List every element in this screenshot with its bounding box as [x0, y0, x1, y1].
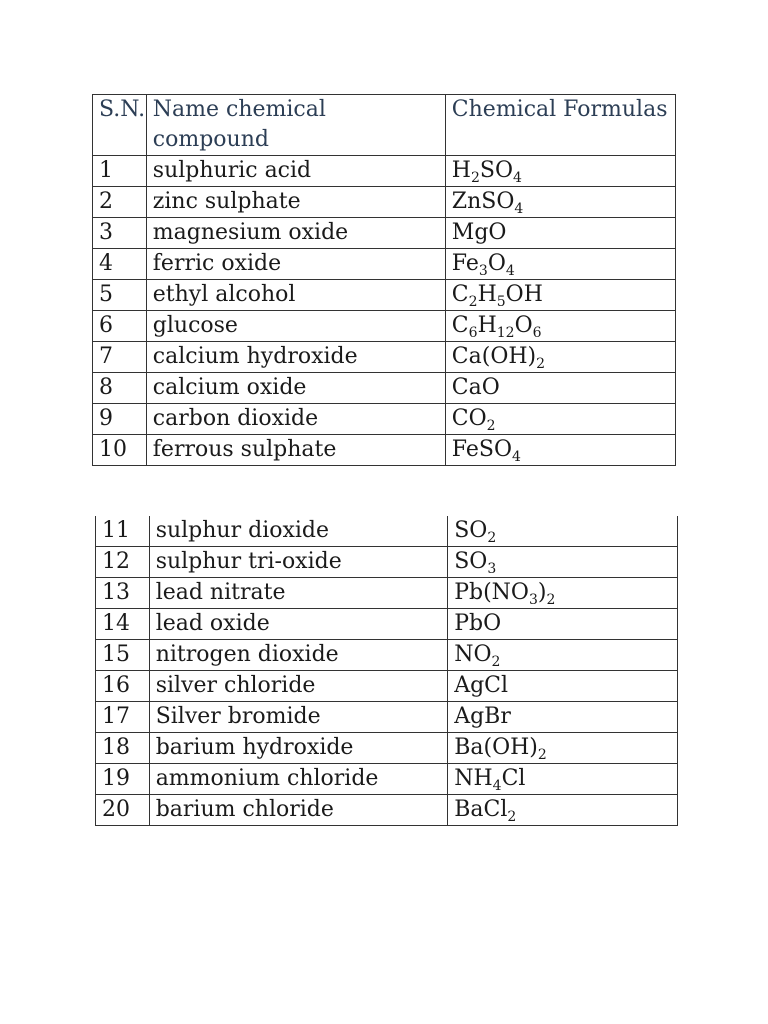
table-row [96, 733, 678, 764]
chemical-formula-cell [445, 311, 675, 342]
table-row [96, 702, 678, 733]
formula-text: H [477, 282, 497, 307]
compound-name-cell: sulphur tri-oxide [149, 547, 448, 578]
table-row [96, 609, 678, 640]
chemical-formula-cell [448, 640, 678, 671]
chemical-formula-cell [448, 547, 678, 578]
table-row [93, 280, 676, 311]
formula-subscript: 6 [532, 325, 542, 341]
chemical-formula-cell [445, 342, 675, 373]
formula-text: O [487, 251, 506, 276]
formula-text: FeSO [451, 437, 512, 462]
table-row [93, 342, 676, 373]
formula-text: PbO [454, 611, 502, 636]
compound-name-cell: ammonium chloride [149, 764, 448, 795]
formula-text: O [514, 313, 533, 338]
formula-text: SO [454, 549, 488, 574]
compound-name-cell: ferrous sulphate [146, 435, 445, 466]
serial-number-cell: 19 [96, 764, 150, 795]
table-row [96, 547, 678, 578]
compound-name-cell: calcium oxide [146, 373, 445, 404]
formula-subscript: 2 [470, 170, 480, 186]
serial-number-cell: 3 [93, 218, 147, 249]
serial-number-cell: 10 [93, 435, 147, 466]
compound-name-cell: barium chloride [149, 795, 448, 826]
chemical-formula-cell [448, 764, 678, 795]
serial-number-cell: 15 [96, 640, 150, 671]
formula-subscript: 2 [546, 592, 556, 608]
serial-number-cell: 5 [93, 280, 147, 311]
formula-subscript: 6 [468, 325, 478, 341]
formula-subscript: 2 [486, 418, 496, 434]
compound-name-cell: magnesium oxide [146, 218, 445, 249]
formula-subscript: 4 [513, 170, 522, 186]
formula-subscript: 3 [478, 263, 488, 279]
chemical-formula-cell [445, 280, 675, 311]
compound-name-cell: zinc sulphate [146, 187, 445, 218]
formula-text: Ca(OH) [451, 344, 537, 369]
chemical-formula-cell [445, 187, 675, 218]
compounds-table-1 [92, 94, 676, 466]
table-row [93, 156, 676, 187]
formula-subscript: 2 [507, 809, 517, 825]
formula-text: MgO [451, 220, 507, 245]
compound-name-cell: carbon dioxide [146, 404, 445, 435]
formula-text: OH [505, 282, 543, 307]
formula-subscript: 2 [468, 294, 478, 310]
compound-name-cell: lead nitrate [149, 578, 448, 609]
formula-subscript: 2 [537, 747, 547, 763]
serial-number-cell: 9 [93, 404, 147, 435]
serial-number-cell: 6 [93, 311, 147, 342]
formula-subscript: 5 [496, 294, 506, 310]
compound-name-cell: sulphuric acid [146, 156, 445, 187]
formula-text: C [451, 282, 469, 307]
chemical-formula-cell [448, 795, 678, 826]
table-row [93, 218, 676, 249]
formula-text: CO [451, 406, 487, 431]
formula-text: NH [454, 766, 493, 791]
chemical-formula-cell [445, 404, 675, 435]
formula-text: ZnSO [451, 189, 515, 214]
formula-text: BaCl [454, 797, 508, 822]
compound-name-cell: calcium hydroxide [146, 342, 445, 373]
formula-subscript: 4 [512, 449, 521, 465]
formula-text: H [451, 158, 471, 183]
formula-text: SO [454, 518, 488, 543]
serial-number-cell: 16 [96, 671, 150, 702]
chemical-formula-cell [445, 373, 675, 404]
table-row [93, 249, 676, 280]
serial-number-cell: 11 [96, 516, 150, 547]
table-row [96, 764, 678, 795]
header-row [93, 95, 676, 156]
header-formula: Chemical Formulas [445, 95, 675, 156]
formula-subscript: 4 [514, 201, 524, 217]
formula-subscript: 12 [496, 325, 515, 341]
serial-number-cell: 18 [96, 733, 150, 764]
compound-name-cell: barium hydroxide [149, 733, 448, 764]
serial-number-cell: 8 [93, 373, 147, 404]
chemical-formula-cell [448, 671, 678, 702]
formula-text: AgBr [454, 704, 511, 729]
formula-text: CaO [451, 375, 500, 400]
formula-subscript: 4 [505, 263, 515, 279]
chemical-formula-cell [448, 516, 678, 547]
serial-number-cell: 14 [96, 609, 150, 640]
formula-text: ) [537, 580, 547, 605]
compound-name-cell: glucose [146, 311, 445, 342]
table-row [96, 671, 678, 702]
table-row [96, 795, 678, 826]
header-name: Name chemical compound [146, 95, 445, 156]
formula-text: SO [479, 158, 514, 183]
serial-number-cell: 1 [93, 156, 147, 187]
formula-subscript: 2 [487, 530, 497, 546]
formula-subscript: 3 [528, 592, 538, 608]
serial-number-cell: 4 [93, 249, 147, 280]
compound-name-cell: ethyl alcohol [146, 280, 445, 311]
serial-number-cell: 2 [93, 187, 147, 218]
table-row [93, 311, 676, 342]
serial-number-cell: 13 [96, 578, 150, 609]
formula-text: H [477, 313, 497, 338]
compound-name-cell: sulphur dioxide [149, 516, 448, 547]
serial-number-cell: 17 [96, 702, 150, 733]
chemical-formula-cell [445, 435, 675, 466]
formula-text: Cl [501, 766, 526, 791]
formula-text: NO [454, 642, 492, 667]
formula-text: Pb(NO [454, 580, 529, 605]
compounds-table-2 [95, 516, 678, 826]
chemical-formula-cell [445, 249, 675, 280]
compound-name-cell: silver chloride [149, 671, 448, 702]
chemical-formula-cell [448, 609, 678, 640]
table-row [96, 640, 678, 671]
chemical-formula-cell [448, 702, 678, 733]
compound-name-cell: Silver bromide [149, 702, 448, 733]
header-sn: S.N. [93, 95, 147, 156]
chemical-formula-cell [445, 156, 675, 187]
formula-text: C [451, 313, 469, 338]
table-row [96, 516, 678, 547]
serial-number-cell: 12 [96, 547, 150, 578]
formula-subscript: 2 [491, 654, 501, 670]
formula-subscript: 2 [536, 356, 546, 372]
table-row [93, 404, 676, 435]
table-row [96, 578, 678, 609]
formula-subscript: 4 [492, 778, 502, 794]
formula-text: AgCl [454, 673, 509, 698]
table-row [93, 435, 676, 466]
serial-number-cell: 7 [93, 342, 147, 373]
table-row [93, 187, 676, 218]
compound-name-cell: lead oxide [149, 609, 448, 640]
formula-text: Ba(OH) [454, 735, 538, 760]
chemical-formula-cell [448, 578, 678, 609]
compound-name-cell: nitrogen dioxide [149, 640, 448, 671]
formula-text: Fe [451, 251, 479, 276]
chemical-formula-cell [448, 733, 678, 764]
compound-name-cell: ferric oxide [146, 249, 445, 280]
table-row [93, 373, 676, 404]
formula-subscript: 3 [487, 561, 497, 577]
chemical-formula-cell [445, 218, 675, 249]
serial-number-cell: 20 [96, 795, 150, 826]
